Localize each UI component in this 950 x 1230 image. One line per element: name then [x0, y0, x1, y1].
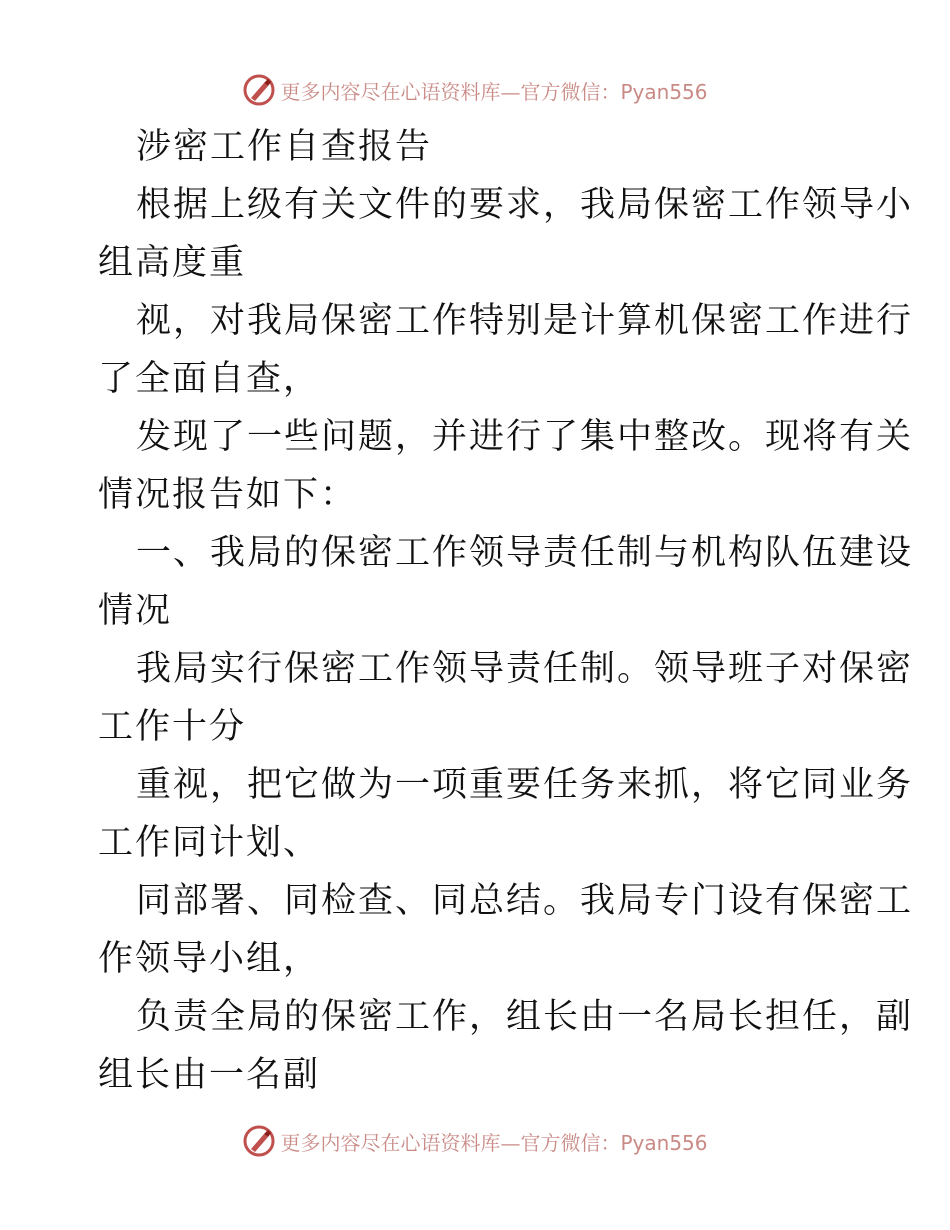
watermark-text: 更多内容尽在心语资料库—官方微信：Pyan556: [280, 1130, 708, 1155]
document-body: [98, 118, 914, 1104]
section-heading-continued: 情况: [98, 591, 173, 631]
paragraph-line: 工作十分: [98, 707, 247, 747]
section-heading: 一、我局的保密工作领导责任制与机构队伍建设: [136, 533, 914, 573]
paragraph-line: 组长由一名副: [98, 1055, 321, 1095]
paragraph-line: 组高度重: [98, 243, 247, 283]
paragraph-line: 作领导小组，: [98, 939, 321, 979]
paragraph-line: 我局实行保密工作领导责任制。领导班子对保密: [136, 649, 914, 689]
document-title: 涉密工作自查报告: [136, 127, 433, 167]
paragraph-line: 同部署、同检查、同总结。我局专门设有保密工: [136, 881, 914, 921]
paragraph-line: 根据上级有关文件的要求，我局保密工作领导小: [136, 185, 914, 225]
paragraph-line: 工作同计划、: [98, 823, 321, 863]
watermark-text: 更多内容尽在心语资料库—官方微信：Pyan556: [280, 79, 708, 104]
paragraph-line: 发现了一些问题，并进行了集中整改。现将有关: [136, 417, 914, 457]
paragraph-line: 负责全局的保密工作，组长由一名局长担任，副: [136, 997, 914, 1037]
pen-logo-icon: [242, 73, 276, 107]
paragraph-line: 了全面自查，: [98, 359, 321, 399]
pen-logo-icon: [242, 1124, 276, 1158]
paragraph-line: 情况报告如下：: [98, 475, 358, 515]
watermark-header: [0, 70, 950, 110]
watermark-footer: [0, 1121, 950, 1161]
paragraph-line: 视，对我局保密工作特别是计算机保密工作进行: [136, 301, 914, 341]
paragraph-line: 重视，把它做为一项重要任务来抓，将它同业务: [136, 765, 914, 805]
